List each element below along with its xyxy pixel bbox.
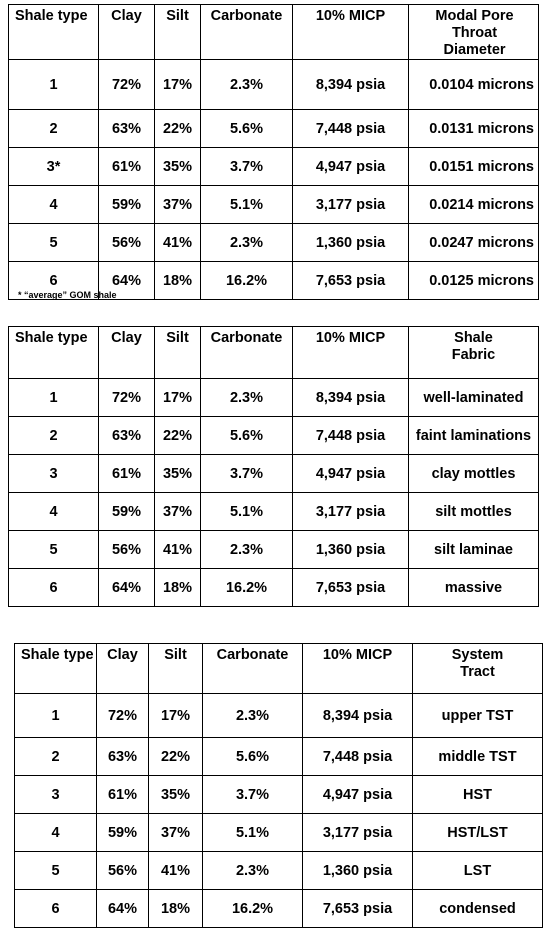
table-cell: 7,653 psia (293, 262, 409, 300)
column-header: System Tract (413, 644, 543, 694)
column-header: 10% MICP (293, 327, 409, 379)
table-cell: 5 (9, 531, 99, 569)
table-cell: 4 (9, 493, 99, 531)
table-cell: 16.2% (203, 890, 303, 928)
table-cell: 5.1% (203, 814, 303, 852)
table-row (9, 531, 539, 569)
table-cell: 7,448 psia (293, 110, 409, 148)
column-header: Shale type (9, 5, 99, 60)
table-row (9, 186, 539, 224)
table-cell: 1,360 psia (303, 852, 413, 890)
table-cell: 3,177 psia (293, 493, 409, 531)
shale-fabric-table (8, 326, 539, 607)
table-cell: 5.1% (201, 186, 293, 224)
table-cell: 2.3% (201, 60, 293, 110)
table-cell: 17% (155, 60, 201, 110)
table-cell: 2 (15, 738, 97, 776)
column-header: Carbonate (201, 5, 293, 60)
table-cell: 3,177 psia (303, 814, 413, 852)
table-cell: 41% (149, 852, 203, 890)
table-cell: 17% (149, 694, 203, 738)
pore-throat-table (8, 4, 539, 300)
table-cell: 3 (9, 455, 99, 493)
table-cell: 64% (99, 262, 155, 300)
table-row (15, 694, 543, 738)
table-cell: 1,360 psia (293, 224, 409, 262)
table-cell: 17% (155, 379, 201, 417)
table-cell: 56% (99, 224, 155, 262)
table-cell: 4 (9, 186, 99, 224)
table-cell: 64% (97, 890, 149, 928)
table-cell: middle TST (413, 738, 543, 776)
table-cell: 37% (149, 814, 203, 852)
table-cell: 18% (155, 262, 201, 300)
table-cell: massive (409, 569, 539, 607)
table-cell: 7,448 psia (303, 738, 413, 776)
table-row (15, 852, 543, 890)
table-cell: 2.3% (203, 694, 303, 738)
table-row (9, 60, 539, 110)
table-cell: 0.0131 microns (409, 110, 539, 148)
table-cell: 61% (97, 776, 149, 814)
table-cell: 59% (97, 814, 149, 852)
table-cell: 2.3% (201, 531, 293, 569)
table-header-row (15, 644, 543, 694)
table-row (9, 148, 539, 186)
table-cell: 2 (9, 417, 99, 455)
table-header-row (9, 5, 539, 60)
table-cell: 56% (99, 531, 155, 569)
table-row (15, 814, 543, 852)
table-cell: 37% (155, 493, 201, 531)
table-row (9, 224, 539, 262)
table-cell: clay mottles (409, 455, 539, 493)
table-row (9, 455, 539, 493)
table-cell: 16.2% (201, 262, 293, 300)
table-row (9, 417, 539, 455)
table-cell: well-laminated (409, 379, 539, 417)
table-row (9, 493, 539, 531)
table-cell: 7,653 psia (303, 890, 413, 928)
table-cell: 2.3% (203, 852, 303, 890)
table-cell: 72% (99, 379, 155, 417)
table-cell: 0.0104 microns (409, 60, 539, 110)
table-cell: 5.1% (201, 493, 293, 531)
table-cell: 56% (97, 852, 149, 890)
table-cell: 7,653 psia (293, 569, 409, 607)
table-cell: 59% (99, 493, 155, 531)
table-cell: 8,394 psia (293, 60, 409, 110)
column-header: Carbonate (203, 644, 303, 694)
table-cell: 3,177 psia (293, 186, 409, 224)
table-cell: 63% (99, 417, 155, 455)
table-cell: 1 (15, 694, 97, 738)
table-cell: 18% (155, 569, 201, 607)
table-cell: silt laminae (409, 531, 539, 569)
table-cell: 22% (155, 110, 201, 148)
table-row (9, 110, 539, 148)
column-header: Silt (149, 644, 203, 694)
table-cell: 3.7% (201, 455, 293, 493)
table-cell: 3* (9, 148, 99, 186)
table-row (9, 379, 539, 417)
table-cell: 5.6% (201, 110, 293, 148)
table-cell: faint laminations (409, 417, 539, 455)
table-cell: 37% (155, 186, 201, 224)
table-cell: 0.0247 microns (409, 224, 539, 262)
table-row (15, 738, 543, 776)
table-cell: HST (413, 776, 543, 814)
table-cell: 3.7% (201, 148, 293, 186)
table-cell: 18% (149, 890, 203, 928)
table-cell: 8,394 psia (293, 379, 409, 417)
table-cell: 3.7% (203, 776, 303, 814)
table-cell: 35% (155, 148, 201, 186)
table-cell: 5.6% (201, 417, 293, 455)
table-cell: 0.0214 microns (409, 186, 539, 224)
table-cell: 61% (99, 455, 155, 493)
table-row (15, 776, 543, 814)
table-cell: 1 (9, 60, 99, 110)
table-cell: 35% (155, 455, 201, 493)
table-cell: 63% (99, 110, 155, 148)
table-cell: 63% (97, 738, 149, 776)
column-header: Clay (99, 5, 155, 60)
table-cell: 64% (99, 569, 155, 607)
table-row (9, 569, 539, 607)
column-header: Clay (99, 327, 155, 379)
table-cell: upper TST (413, 694, 543, 738)
table-cell: 4,947 psia (293, 455, 409, 493)
table-cell: 4 (15, 814, 97, 852)
table-cell: 22% (155, 417, 201, 455)
table-cell: 22% (149, 738, 203, 776)
column-header: Clay (97, 644, 149, 694)
table-cell: LST (413, 852, 543, 890)
column-header: 10% MICP (293, 5, 409, 60)
table-cell: 2 (9, 110, 99, 148)
table-cell: 16.2% (201, 569, 293, 607)
table-cell: HST/LST (413, 814, 543, 852)
table-cell: 72% (99, 60, 155, 110)
table-cell: 8,394 psia (303, 694, 413, 738)
table-footnote: * “average” GOM shale (18, 290, 117, 300)
table-cell: 35% (149, 776, 203, 814)
system-tract-table (14, 643, 543, 928)
table-cell: 59% (99, 186, 155, 224)
column-header: Silt (155, 5, 201, 60)
table-cell: 2.3% (201, 379, 293, 417)
table-cell: 5.6% (203, 738, 303, 776)
column-header: Shale type (9, 327, 99, 379)
column-header: Shale Fabric (409, 327, 539, 379)
column-header: 10% MICP (303, 644, 413, 694)
table-cell: 5 (15, 852, 97, 890)
table-cell: 6 (15, 890, 97, 928)
table-cell: 41% (155, 531, 201, 569)
table-cell: 1 (9, 379, 99, 417)
table-cell: 4,947 psia (293, 148, 409, 186)
table-cell: 7,448 psia (293, 417, 409, 455)
table-cell: silt mottles (409, 493, 539, 531)
column-header: Silt (155, 327, 201, 379)
table-cell: 0.0125 microns (409, 262, 539, 300)
table-cell: 72% (97, 694, 149, 738)
table-cell: 6 (9, 262, 99, 300)
table-row (15, 890, 543, 928)
table-cell: 1,360 psia (293, 531, 409, 569)
table-cell: 61% (99, 148, 155, 186)
table-cell: condensed (413, 890, 543, 928)
table-cell: 4,947 psia (303, 776, 413, 814)
table-cell: 5 (9, 224, 99, 262)
table-header-row (9, 327, 539, 379)
table-cell: 41% (155, 224, 201, 262)
column-header: Shale type (15, 644, 97, 694)
column-header: Modal Pore Throat Diameter (409, 5, 539, 60)
table-cell: 0.0151 microns (409, 148, 539, 186)
table-cell: 3 (15, 776, 97, 814)
table-cell: 6 (9, 569, 99, 607)
column-header: Carbonate (201, 327, 293, 379)
table-cell: 2.3% (201, 224, 293, 262)
